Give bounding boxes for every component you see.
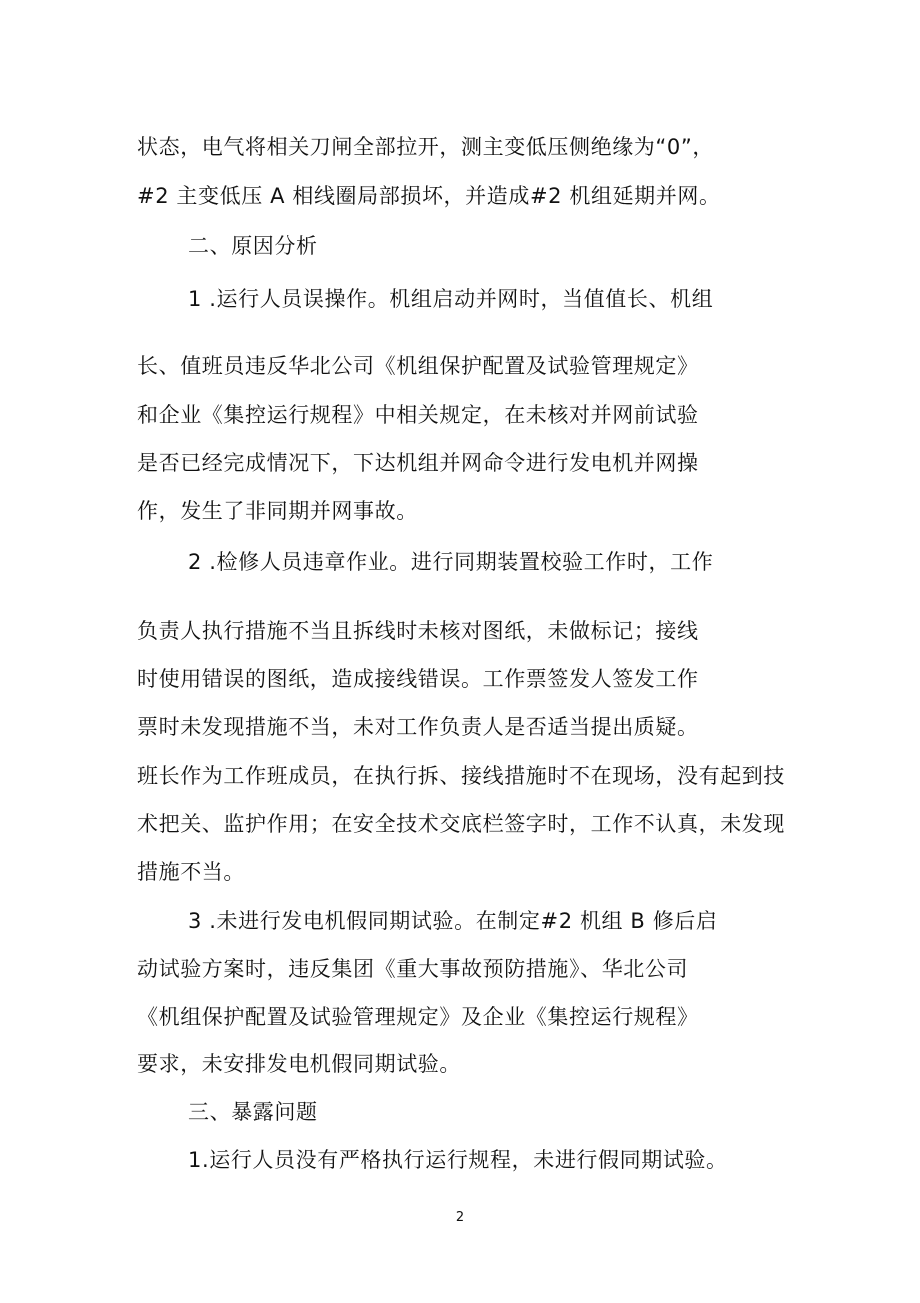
body-line-21: 1.运行人员没有严格执行运行规程，未进行假同期试验。	[188, 1148, 728, 1172]
body-line-2: #2 主变低压 A 相线圈局部损坏，并造成#2 机组延期并网。	[137, 184, 721, 208]
body-line-6: 和企业《集控运行规程》中相关规定，在未核对并网前试验	[137, 403, 699, 427]
body-line-11: 时使用错误的图纸，造成接线错误。工作票签发人签发工作	[137, 667, 699, 691]
body-line-5: 长、值班员违反华北公司《机组保护配置及试验管理规定》	[137, 354, 699, 378]
body-line-17: 动试验方案时，违反集团《重大事故预防措施》、华北公司	[137, 957, 689, 981]
body-line-10: 负责人执行措施不当且拆线时未核对图纸，未做标记；接线	[137, 619, 699, 643]
body-line-4: 1 .运行人员误操作。机组启动并网时，当值值长、机组	[188, 287, 714, 311]
body-line-12: 票时未发现措施不当，未对工作负责人是否适当提出质疑。	[137, 715, 699, 739]
body-line-16: 3 .未进行发电机假同期试验。在制定#2 机组 B 修后启	[188, 909, 718, 933]
body-line-19: 要求，未安排发电机假同期试验。	[137, 1052, 461, 1076]
body-line-9: 2 .检修人员违章作业。进行同期装置校验工作时，工作	[188, 550, 714, 574]
section-heading-exposed-issues: 三、暴露问题	[188, 1100, 318, 1124]
body-line-13: 班长作为工作班成员，在执行拆、接线措施时不在现场，没有起到技	[137, 764, 785, 788]
body-line-1: 状态，电气将相关刀闸全部拉开，测主变低压侧绝缘为“0”，	[137, 135, 714, 159]
body-line-15: 措施不当。	[137, 860, 245, 884]
section-heading-cause-analysis: 二、原因分析	[188, 234, 318, 258]
body-line-7: 是否已经完成情况下，下达机组并网命令进行发电机并网操	[137, 451, 699, 475]
body-line-18: 《机组保护配置及试验管理规定》及企业《集控运行规程》	[137, 1005, 699, 1029]
body-line-8: 作，发生了非同期并网事故。	[137, 499, 418, 523]
body-line-14: 术把关、监护作用；在安全技术交底栏签字时，工作不认真，未发现	[137, 812, 785, 836]
page-number: 2	[455, 1210, 465, 1225]
